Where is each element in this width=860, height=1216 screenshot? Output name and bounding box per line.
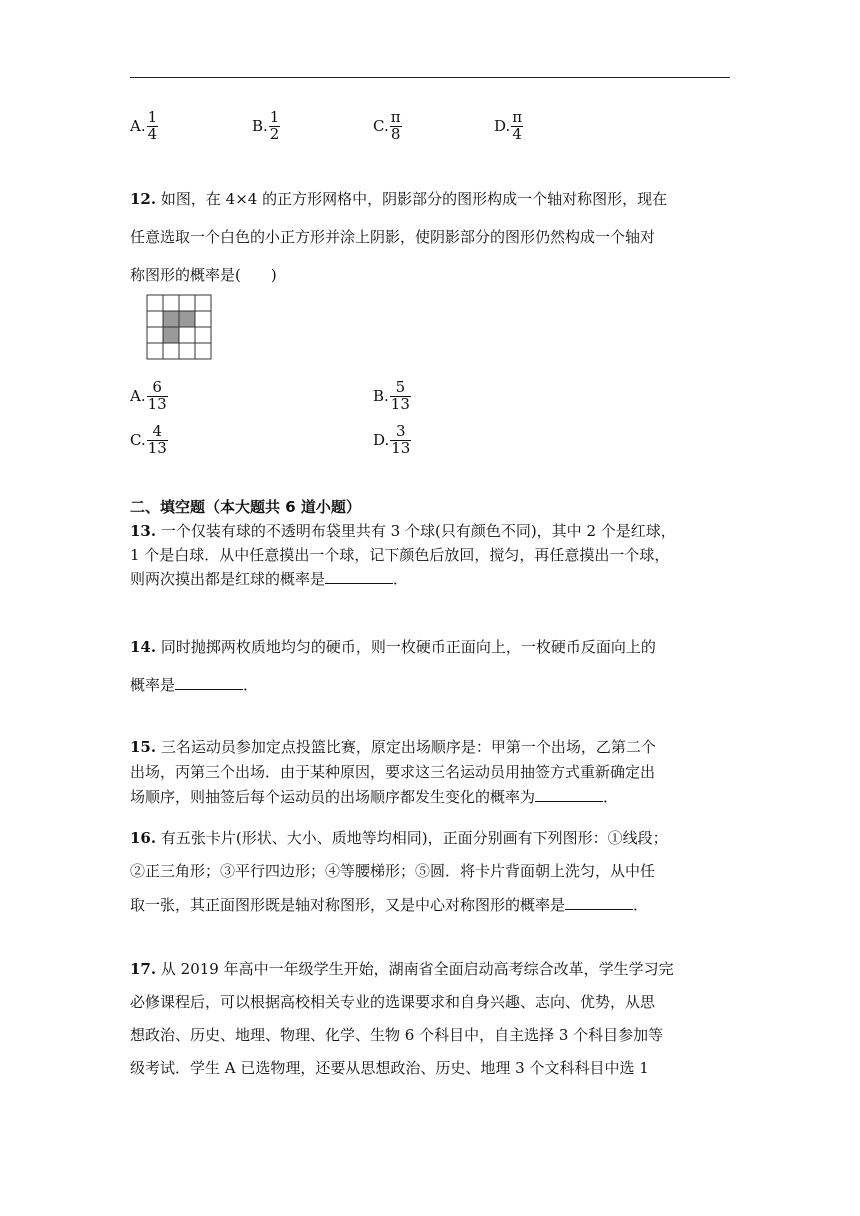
grid-cell-shaded — [163, 327, 179, 343]
question-17: 17. 从 2019 年高中一年级学生开始，湖南省全面启动高考综合改革，学生学习完 必修课程后，可以根据高校相关专业的选课要求和自身兴趣、志向、优势，从思 想政治、历史、地理、物理、化学、生物 6 个科目中，自主选择 3 个科目参加等 级考试．学生 A 已选物理，还要从思想政治、历史、地理 3 个文科科目中选 1 — [130, 960, 674, 1077]
answer-blank[interactable] — [535, 787, 603, 802]
fraction: $\frac{\pi}{4}$ — [512, 108, 523, 143]
question-16: 16. 有五张卡片(形状、大小、质地等均相同)，正面分别画有下列图形：①线段； ②正三角形；③平行四边形；④等腰梯形；⑤圆．将卡片背面朝上洗匀，从中任 取一张，其正面图形既是轴对称图形，又是中心对称图形的概率是 ． — [130, 829, 668, 914]
header-rule — [130, 77, 730, 78]
grid-cell — [147, 311, 163, 327]
q11-option-a[interactable]: A. $\frac{1}{4}$ — [130, 108, 158, 143]
fraction: $\frac{5}{13}$ — [390, 378, 410, 413]
grid-cell — [195, 311, 211, 327]
fraction: $\frac{1}{2}$ — [269, 108, 280, 143]
grid-cell — [195, 295, 211, 311]
fraction: $\frac{6}{13}$ — [147, 378, 167, 413]
section-title: 二、填空题（本大题共 6 道小题） — [130, 498, 361, 516]
answer-blank[interactable] — [175, 675, 243, 690]
fraction: $\frac{\pi}{8}$ — [390, 108, 401, 143]
question-14: 14. 同时抛掷两枚质地均匀的硬币，则一枚硬币正面向上，一枚硬币反面向上的 概率是 ． — [130, 638, 656, 694]
grid-cell — [163, 295, 179, 311]
fraction: $\frac{4}{13}$ — [147, 422, 167, 457]
grid-cell — [147, 343, 163, 359]
grid-cell-shaded — [179, 311, 195, 327]
answer-blank[interactable] — [325, 569, 393, 584]
q11-option-c[interactable]: C. $\frac{\pi}{8}$ — [373, 108, 401, 143]
grid-cell — [195, 327, 211, 343]
question-15: 15. 三名运动员参加定点投篮比赛，原定出场顺序是：甲第一个出场，乙第二个 出场，丙第三个出场．由于某种原因，要求这三名运动员用抽签方式重新确定出 场顺序，则抽签后每个运动员的出场顺序都发生变化的概率为 ． — [130, 738, 656, 806]
grid-cell — [147, 327, 163, 343]
q12-option-d[interactable]: D. $\frac{3}{13}$ — [373, 422, 411, 457]
grid-cell — [147, 295, 163, 311]
fraction: $\frac{1}{4}$ — [147, 108, 158, 143]
grid-cell-shaded — [163, 311, 179, 327]
grid-cell — [179, 343, 195, 359]
q11-option-b[interactable]: B. $\frac{1}{2}$ — [252, 108, 280, 143]
q11-option-d[interactable]: D. $\frac{\pi}{4}$ — [494, 108, 523, 143]
q12-option-b[interactable]: B. $\frac{5}{13}$ — [373, 378, 410, 413]
question-12: 12. 如图，在 4×4 的正方形网格中，阴影部分的图形构成一个轴对称图形，现在 任意选取一个白色的小正方形并涂上阴影，使阴影部分的图形仍然构成一个轴对 称图形的概率是( ) — [130, 190, 668, 284]
grid-cell — [195, 343, 211, 359]
grid-cell — [179, 327, 195, 343]
q12-option-a[interactable]: A. $\frac{6}{13}$ — [130, 378, 167, 413]
question-13: 13. 一个仅装有球的不透明布袋里共有 3 个球(只有颜色不同)，其中 2 个是红球， 1 个是白球．从中任意摸出一个球，记下颜色后放回，搅匀，再任意摸出一个球， 则两次摸出都是红球的概率是 ． — [130, 522, 676, 588]
q12-option-c[interactable]: C. $\frac{4}{13}$ — [130, 422, 167, 457]
grid-figure — [146, 294, 212, 360]
grid-cell — [179, 295, 195, 311]
fraction: $\frac{3}{13}$ — [391, 422, 411, 457]
answer-blank[interactable] — [565, 895, 633, 910]
grid-cell — [163, 343, 179, 359]
